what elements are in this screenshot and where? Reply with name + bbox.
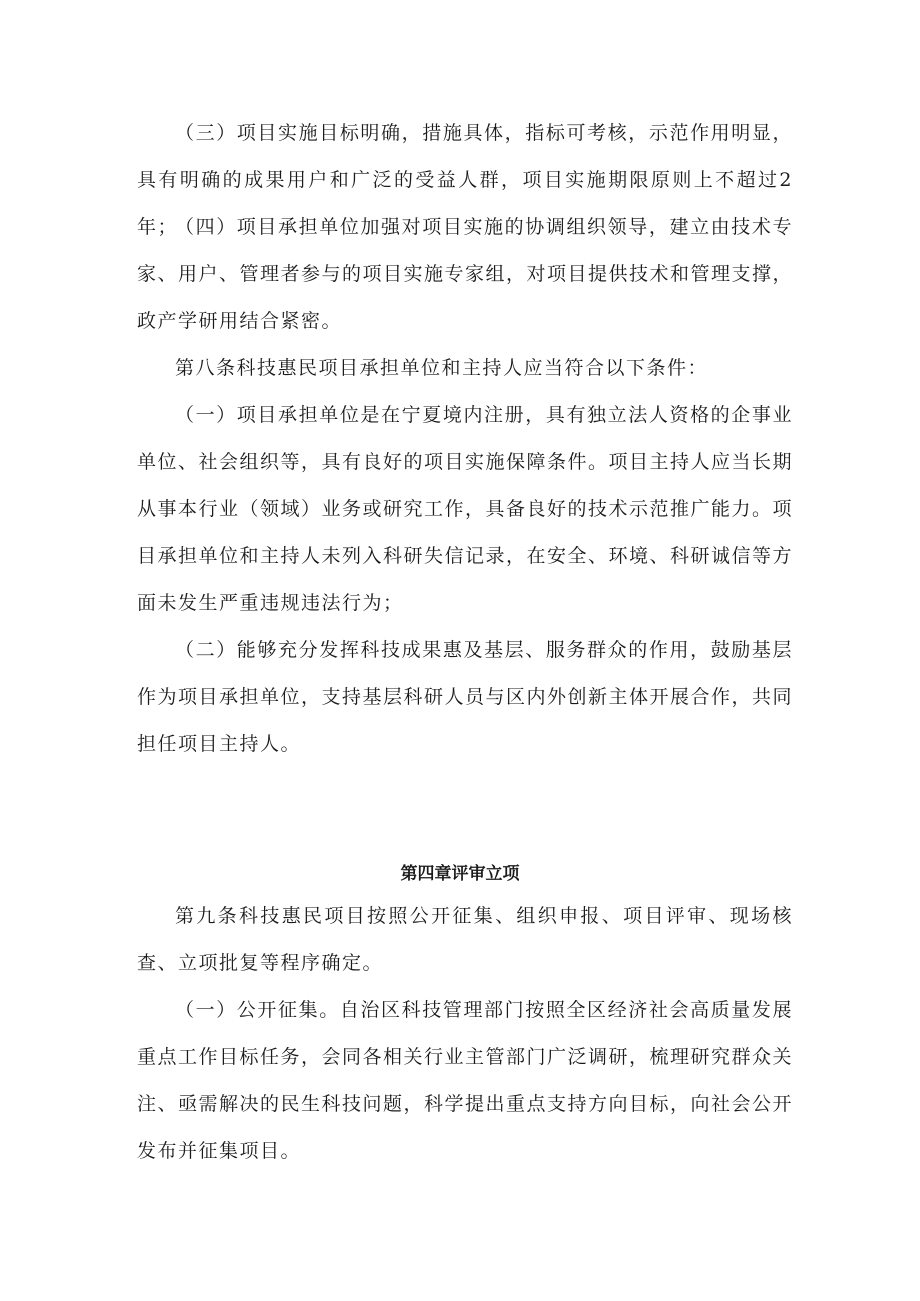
article-8-paragraph: 第八条科技惠民项目承担单位和主持人应当符合以下条件：	[175, 357, 709, 379]
paragraph-item-2: （二）能够充分发挥科技成果惠及基层、服务群众的作用，鼓励基层作为项目承担单位，支持基层科研人员与区内外创新主体开展合作，共同担任项目主持人。	[137, 639, 794, 755]
chapter-heading: 第四章评审立项	[400, 864, 520, 884]
public-solicitation-paragraph: （一）公开征集。自治区科技管理部门按照全区经济社会高质量发展重点工作目标任务，会同各相关行业主管部门广泛调研，梳理研究群众关注、亟需解决的民生科技问题，科学提出重点支持方向目标，向社会公开发布并征集项目。	[137, 999, 794, 1162]
paragraph-item-1: （一）项目承担单位是在宁夏境内注册，具有独立法人资格的企事业单位、社会组织等，具有良好的项目实施保障条件。项目主持人应当长期从事本行业（领域）业务或研究工作，具备良好的技术示范推广能力。项目承担单位和主持人未列入科研失信记录，在安全、环境、科研诚信等方面未发生严重违规违法行为；	[137, 404, 794, 614]
paragraph-item-3: （三）项目实施目标明确，措施具体，指标可考核，示范作用明显，具有明确的成果用户和广泛的受益人群，项目实施期限原则上不超过2年；	[137, 122, 793, 238]
paragraph-item-4: （四）项目承担单位加强对项目实施的协调组织领导，建立由技术专家、用户、管理者参与的项目实施专家组，对项目提供技术和管理支撑，政产学研用结合紧密。	[137, 216, 794, 332]
article-9-paragraph: 第九条科技惠民项目按照公开征集、组织申报、项目评审、现场核查、立项批复等程序确定。	[137, 905, 793, 974]
